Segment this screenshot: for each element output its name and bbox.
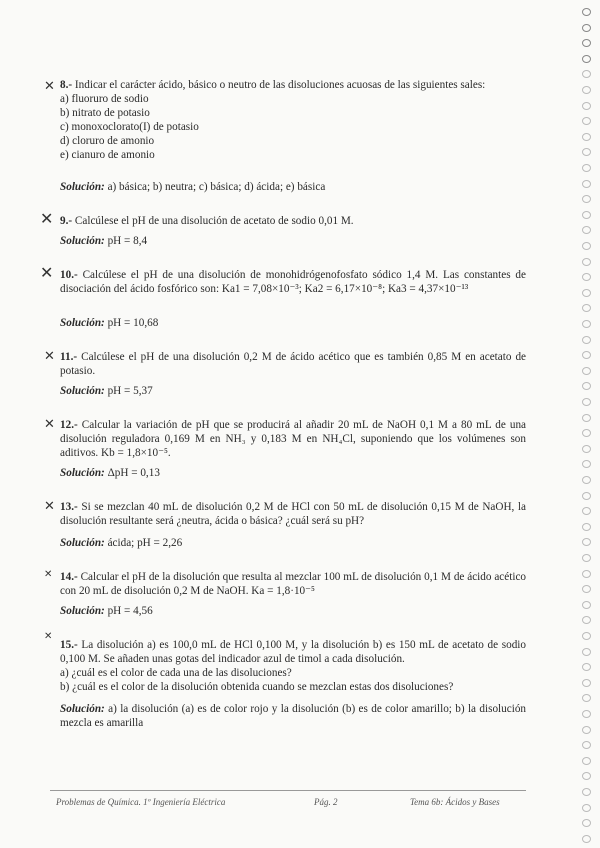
binding-ring-icon	[582, 835, 591, 843]
problem-number: 14.-	[60, 571, 78, 583]
solution-label: Solución:	[60, 605, 105, 617]
solution-10	[60, 316, 158, 330]
solution-8	[60, 180, 325, 194]
list-item: b) nitrato de potasio	[60, 107, 150, 119]
binding-ring-icon	[582, 523, 591, 531]
binding-ring-icon	[582, 772, 591, 780]
solution-text: pH = 10,68	[107, 317, 159, 329]
footer-course: Problemas de Química. 1º Ingeniería Eléctrica	[56, 797, 226, 807]
binding-ring-icon	[582, 663, 591, 671]
problem-text: Calcular la variación de pH que se producirá al añadir 20 mL de NaOH 0,1 M a 80 mL de una disolución reguladora 0,169 M en NH₃ y 0,183 M en NH₄Cl, suponiendo que los volúmenes son aditivos. Kb = 1,8×10⁻⁵.	[60, 419, 527, 459]
problem-12	[60, 418, 526, 460]
binding-ring-icon	[582, 242, 591, 250]
solution-label: Solución:	[60, 181, 105, 193]
solution-text: ΔpH = 0,13	[107, 467, 160, 479]
footer-page-number: Pág. 2	[314, 797, 338, 807]
handwritten-check-mark: ✕	[44, 349, 55, 364]
binding-ring-icon	[582, 102, 591, 110]
binding-ring-icon	[582, 788, 591, 796]
binding-ring-icon	[582, 414, 591, 422]
problem-number: 12.-	[60, 419, 78, 431]
problem-number: 9.-	[60, 215, 73, 227]
binding-ring-icon	[582, 554, 591, 562]
solution-text: pH = 4,56	[107, 605, 153, 617]
binding-ring-icon	[582, 70, 591, 78]
binding-ring-icon	[582, 398, 591, 406]
solution-15	[60, 702, 526, 730]
binding-ring-icon	[582, 148, 591, 156]
binding-ring-icon	[582, 710, 591, 718]
problem-15	[60, 638, 526, 694]
binding-ring-icon	[582, 164, 591, 172]
problem-10	[60, 268, 526, 296]
problem-text: Calcúlese el pH de una disolución de acetato de sodio 0,01 M.	[74, 215, 354, 227]
solution-11	[60, 384, 153, 398]
binding-ring-icon	[582, 382, 591, 390]
list-item: a) ¿cuál es el color de cada una de las disoluciones?	[60, 667, 292, 679]
binding-ring-icon	[582, 507, 591, 515]
binding-ring-icon	[582, 133, 591, 141]
solution-label: Solución:	[60, 385, 105, 397]
handwritten-check-mark: ✕	[44, 417, 55, 432]
binding-ring-icon	[582, 289, 591, 297]
handwritten-check-mark: ✕	[40, 263, 54, 282]
binding-ring-icon	[582, 492, 591, 500]
list-item: e) cianuro de amonio	[60, 149, 155, 161]
solution-label: Solución:	[60, 317, 105, 329]
problem-9	[60, 214, 526, 228]
binding-ring-icon	[582, 226, 591, 234]
problem-13	[60, 500, 526, 528]
problem-number: 10.-	[60, 269, 78, 281]
list-item: a) fluoruro de sodio	[60, 93, 149, 105]
problem-text: Si se mezclan 40 mL de disolución 0,2 M de HCl con 50 mL de disolución 0,15 M de NaOH, la disolución resultante será ¿neutra, ácida o básica? ¿cuál será su pH?	[60, 501, 527, 527]
binding-ring-icon	[582, 24, 591, 32]
problem-8	[60, 78, 526, 162]
solution-text: pH = 5,37	[107, 385, 153, 397]
handwritten-check-mark: ✕	[44, 631, 53, 642]
binding-ring-icon	[582, 445, 591, 453]
binding-ring-icon	[582, 86, 591, 94]
binding-ring-icon	[582, 757, 591, 765]
binding-ring-icon	[582, 570, 591, 578]
problem-11	[60, 350, 526, 378]
problem-number: 15.-	[60, 639, 78, 651]
list-item: b) ¿cuál es el color de la disolución obtenida cuando se mezclan estas dos disoluciones?	[60, 681, 454, 693]
binding-ring-icon	[582, 538, 591, 546]
problem-number: 8.-	[60, 79, 73, 91]
solution-text: pH = 8,4	[107, 235, 148, 247]
binding-ring-icon	[582, 8, 591, 16]
binding-ring-icon	[582, 429, 591, 437]
solution-label: Solución:	[60, 235, 105, 247]
binding-ring-icon	[582, 195, 591, 203]
problem-14	[60, 570, 526, 598]
binding-ring-icon	[582, 320, 591, 328]
problem-number: 11.-	[60, 351, 78, 363]
binding-ring-icon	[582, 336, 591, 344]
binding-ring-icon	[582, 351, 591, 359]
handwritten-check-mark: ✕	[44, 569, 53, 580]
problem-text: La disolución a) es 100,0 mL de HCl 0,100 M, y la disolución b) es 150 mL de acetato de sodio 0,100 M. Se añaden unas gotas del indicador azul de timol a cada disolución.	[60, 639, 527, 665]
binding-ring-icon	[582, 585, 591, 593]
solution-text: a) básica; b) neutra; c) básica; d) ácida; e) básica	[107, 181, 326, 193]
problem-number: 13.-	[60, 501, 78, 513]
binding-ring-icon	[582, 741, 591, 749]
binding-ring-icon	[582, 117, 591, 125]
problem-text: Calcúlese el pH de una disolución de monohidrógenofosfato sódico 1,4 M. Las constantes de disociación del ácido fosfórico son: Ka1 = 7,08×10⁻³; Ka2 = 6,17×10⁻⁸; Ka3 = 4,37×10⁻¹³	[60, 269, 526, 295]
binding-ring-icon	[582, 367, 591, 375]
binding-ring-icon	[582, 632, 591, 640]
handwritten-check-mark: ✕	[44, 79, 55, 94]
binding-ring-icon	[582, 211, 591, 219]
handwritten-check-mark: ✕	[40, 209, 54, 228]
spiral-binding	[578, 0, 600, 848]
solution-text: a) la disolución (a) es de color rojo y la disolución (b) es de color amarillo; b) la disolución mezcla es amarilla	[60, 703, 527, 729]
binding-ring-icon	[582, 476, 591, 484]
solution-label: Solución:	[60, 467, 105, 479]
binding-ring-icon	[582, 694, 591, 702]
binding-ring-icon	[582, 180, 591, 188]
binding-ring-icon	[582, 258, 591, 266]
handwritten-check-mark: ✕	[44, 499, 55, 514]
binding-ring-icon	[582, 460, 591, 468]
binding-ring-icon	[582, 273, 591, 281]
binding-ring-icon	[582, 55, 591, 63]
binding-ring-icon	[582, 601, 591, 609]
list-item: c) monoxoclorato(I) de potasio	[60, 121, 199, 133]
list-item: d) cloruro de amonio	[60, 135, 155, 147]
binding-ring-icon	[582, 804, 591, 812]
problem-text: Indicar el carácter ácido, básico o neutro de las disoluciones acuosas de las siguientes sales:	[74, 79, 486, 91]
solution-label: Solución:	[60, 703, 105, 715]
solution-14	[60, 604, 153, 618]
footer-topic: Tema 6b: Ácidos y Bases	[410, 797, 500, 807]
solution-9	[60, 234, 147, 248]
binding-ring-icon	[582, 304, 591, 312]
solution-label: Solución:	[60, 537, 105, 549]
binding-ring-icon	[582, 679, 591, 687]
binding-ring-icon	[582, 616, 591, 624]
binding-ring-icon	[582, 819, 591, 827]
footer-divider	[50, 790, 526, 791]
problem-text: Calcular el pH de la disolución que resulta al mezclar 100 mL de disolución 0,1 M de ácido acético con 20 mL de disolución 0,2 M de NaOH. Ka = 1,8·10⁻⁵	[60, 571, 527, 597]
binding-ring-icon	[582, 39, 591, 47]
binding-ring-icon	[582, 726, 591, 734]
binding-ring-icon	[582, 648, 591, 656]
solution-12	[60, 466, 160, 480]
problem-text: Calcúlese el pH de una disolución 0,2 M de ácido acético que es también 0,85 M en acetato de potasio.	[60, 351, 527, 377]
solution-text: ácida; pH = 2,26	[107, 537, 183, 549]
solution-13	[60, 536, 182, 550]
